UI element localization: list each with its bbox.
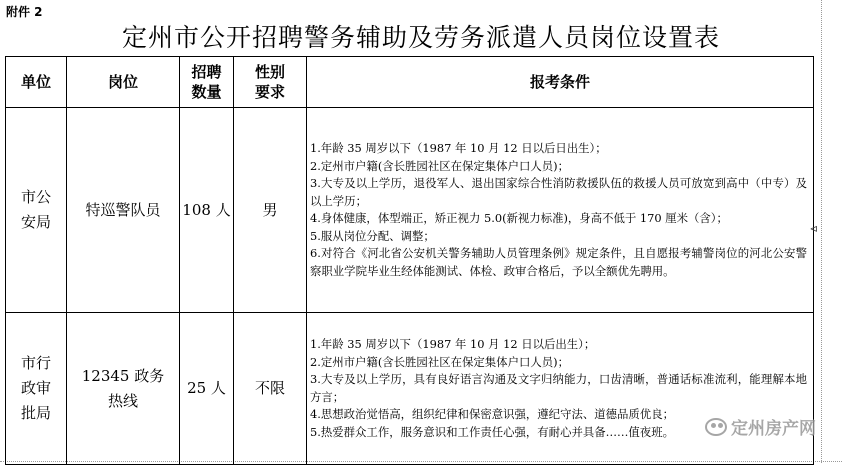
- condition-item: 3.大专及以上学历，退役军人、退出国家综合性消防救援队伍的救援人员可放宽到高中（中专）及以上学历；: [310, 176, 807, 208]
- condition-item: 5.热爱群众工作，服务意识和工作责任心强，有耐心并具备……值夜班。: [310, 424, 674, 439]
- watermark: [705, 414, 816, 439]
- position-cell: [67, 313, 180, 465]
- condition-item: 2.定州市户籍(含长胜园社区在保定集体户口人员)；: [310, 158, 569, 173]
- header-unit: 单位: [6, 57, 67, 108]
- unit-line: 批局: [20, 404, 51, 422]
- unit-line: 安局: [20, 213, 51, 231]
- header-count-line2: 数量: [191, 83, 222, 101]
- position-line: 特巡警队员: [85, 200, 161, 219]
- header-count-line1: 招聘: [191, 63, 222, 81]
- unit-cell: [6, 313, 67, 465]
- header-gender-line1: 性别: [254, 63, 285, 81]
- condition-item: 1.年龄 35 周岁以下（1987 年 10 月 12 日以后出生）；: [310, 337, 596, 351]
- gender-cell: 男: [234, 108, 307, 313]
- count-cell: 25 人: [180, 313, 234, 465]
- header-count: [180, 57, 234, 108]
- unit-line: 政审: [20, 379, 51, 397]
- unit-line: 市公: [20, 188, 51, 206]
- condition-item: 4.身体健康，体型端正，矫正视力 5.0(新视力标准)，身高不低于 170 厘米（含）；: [310, 211, 728, 225]
- header-position: 岗位: [67, 57, 180, 108]
- watermark-text: 定州房产网: [731, 419, 816, 439]
- paragraph-marker: ⊲: [809, 224, 818, 235]
- header-gender: [234, 57, 307, 108]
- condition-item: 6.对符合《河北省公安机关警务辅助人员管理条例》规定条件，且自愿报考辅警岗位的河北公安警察职业学院毕业生经体能测试、体检、政审合格后，予以全额优先聘用。: [310, 246, 807, 278]
- position-line: 12345 政务: [81, 366, 165, 385]
- header-conditions: 报考条件: [307, 57, 814, 108]
- conditions-cell: [307, 108, 814, 313]
- condition-item: 1.年龄 35 周岁以下（1987 年 10 月 12 日以后日出生）；: [310, 141, 607, 155]
- condition-item: 5.服从岗位分配、调整；: [310, 228, 435, 243]
- table-row: [6, 108, 814, 313]
- condition-item: 3.大专及以上学历，具有良好语言沟通及文字归纳能力，口齿清晰，普通话标准流利，能理解本地方言；: [310, 372, 807, 404]
- count-cell: 108 人: [180, 108, 234, 313]
- table-row: [6, 313, 814, 465]
- position-line: 热线: [107, 391, 138, 410]
- unit-line: 市行: [20, 354, 51, 372]
- position-cell: [67, 108, 180, 313]
- gender-cell: 不限: [234, 313, 307, 465]
- wechat-icon: [705, 418, 727, 436]
- header-gender-line2: 要求: [254, 83, 285, 101]
- conditions-cell: [307, 313, 814, 465]
- condition-item: 4.思想政治觉悟高，组织纪律和保密意识强，遵纪守法、道德品质优良；: [310, 407, 674, 421]
- unit-cell: [6, 108, 67, 313]
- position-table: [5, 56, 814, 465]
- condition-item: 2.定州市户籍(含长胜园社区在保定集体户口人员)；: [310, 354, 569, 369]
- attachment-label: 附件 2: [6, 5, 43, 19]
- document-title: 定州市公开招聘警务辅助及劳务派遣人员岗位设置表: [121, 23, 720, 52]
- table-header-row: [6, 57, 814, 108]
- page-margin-guide-right: [821, 0, 822, 463]
